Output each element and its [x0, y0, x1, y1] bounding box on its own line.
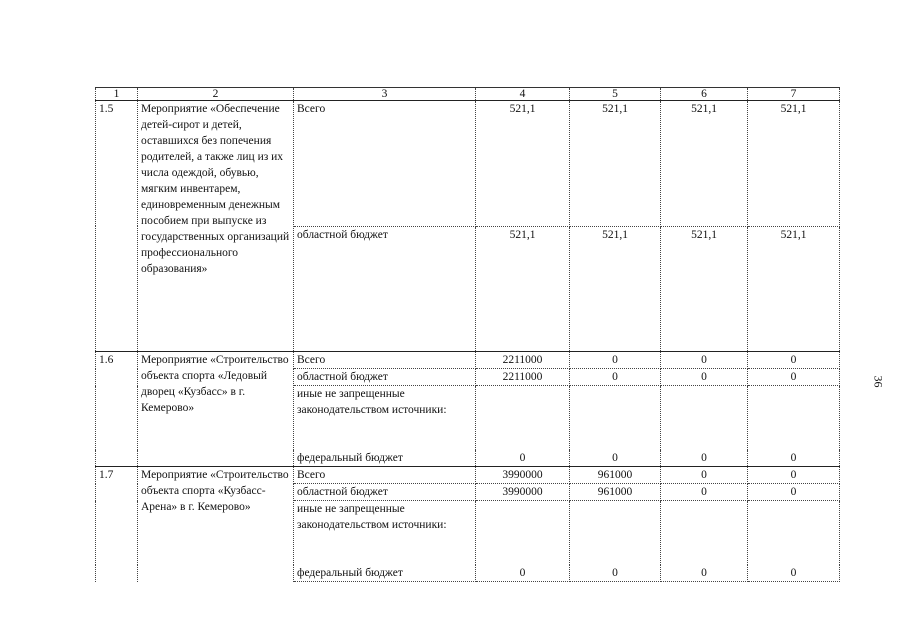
item-title: Мероприятие «Обеспечение детей-сирот и детей, оставшихся без попечения родителей, а также лиц из их числа одеждой, обувью, мягким инвентарем, единовременным денежным пособием при выпуске из государственных организаций профессионального образования» — [138, 101, 294, 352]
value-cell: 0 — [661, 565, 748, 582]
table-row — [96, 467, 840, 484]
value-cell: 0 — [476, 565, 570, 582]
column-number: 7 — [748, 88, 840, 101]
value-cell: 0 — [748, 450, 840, 467]
value-cell — [748, 501, 840, 566]
value-cell: 2211000 — [476, 352, 570, 369]
funding-source: федеральный бюджет — [294, 565, 476, 582]
value-cell: 3990000 — [476, 467, 570, 484]
funding-source: областной бюджет — [294, 226, 476, 352]
column-number: 5 — [570, 88, 661, 101]
budget-table — [95, 87, 840, 582]
table-row — [96, 352, 840, 369]
funding-source: областной бюджет — [294, 484, 476, 501]
value-cell: 0 — [570, 369, 661, 386]
value-cell: 2211000 — [476, 369, 570, 386]
item-title: Мероприятие «Строительство объекта спорта «Кузбасс-Арена» в г. Кемерово» — [138, 467, 294, 582]
value-cell: 521,1 — [748, 226, 840, 352]
column-number: 4 — [476, 88, 570, 101]
value-cell: 3990000 — [476, 484, 570, 501]
value-cell: 521,1 — [661, 101, 748, 227]
value-cell: 961000 — [570, 467, 661, 484]
value-cell: 961000 — [570, 484, 661, 501]
column-number-row — [96, 88, 840, 101]
value-cell: 0 — [661, 467, 748, 484]
funding-source: Всего — [294, 467, 476, 484]
value-cell: 0 — [748, 369, 840, 386]
value-cell: 521,1 — [570, 226, 661, 352]
funding-source: областной бюджет — [294, 369, 476, 386]
value-cell — [748, 386, 840, 451]
column-number: 6 — [661, 88, 748, 101]
column-number: 3 — [294, 88, 476, 101]
item-number: 1.5 — [96, 101, 138, 352]
column-number: 2 — [138, 88, 294, 101]
page-number: 36 — [871, 375, 886, 388]
value-cell: 0 — [661, 484, 748, 501]
value-cell: 0 — [570, 352, 661, 369]
value-cell — [661, 501, 748, 566]
value-cell — [570, 386, 661, 451]
funding-source: федеральный бюджет — [294, 450, 476, 467]
value-cell: 0 — [661, 450, 748, 467]
column-number: 1 — [96, 88, 138, 101]
value-cell — [476, 386, 570, 451]
value-cell — [661, 386, 748, 451]
table-row — [96, 101, 840, 227]
value-cell: 0 — [570, 450, 661, 467]
funding-source: иные не запрещенные законодательством источники: — [294, 386, 476, 451]
value-cell: 0 — [748, 484, 840, 501]
value-cell: 521,1 — [661, 226, 748, 352]
value-cell: 0 — [476, 450, 570, 467]
value-cell — [570, 501, 661, 566]
item-number: 1.6 — [96, 352, 138, 467]
value-cell: 0 — [748, 565, 840, 582]
value-cell: 521,1 — [476, 101, 570, 227]
value-cell: 0 — [661, 369, 748, 386]
funding-source: Всего — [294, 352, 476, 369]
value-cell: 0 — [661, 352, 748, 369]
item-title: Мероприятие «Строительство объекта спорта «Ледовый дворец «Кузбасс» в г. Кемерово» — [138, 352, 294, 467]
funding-source: иные не запрещенные законодательством источники: — [294, 501, 476, 566]
value-cell: 0 — [748, 467, 840, 484]
item-number: 1.7 — [96, 467, 138, 582]
value-cell: 521,1 — [476, 226, 570, 352]
value-cell: 0 — [748, 352, 840, 369]
value-cell: 521,1 — [748, 101, 840, 227]
value-cell — [476, 501, 570, 566]
value-cell: 0 — [570, 565, 661, 582]
value-cell: 521,1 — [570, 101, 661, 227]
funding-source: Всего — [294, 101, 476, 227]
